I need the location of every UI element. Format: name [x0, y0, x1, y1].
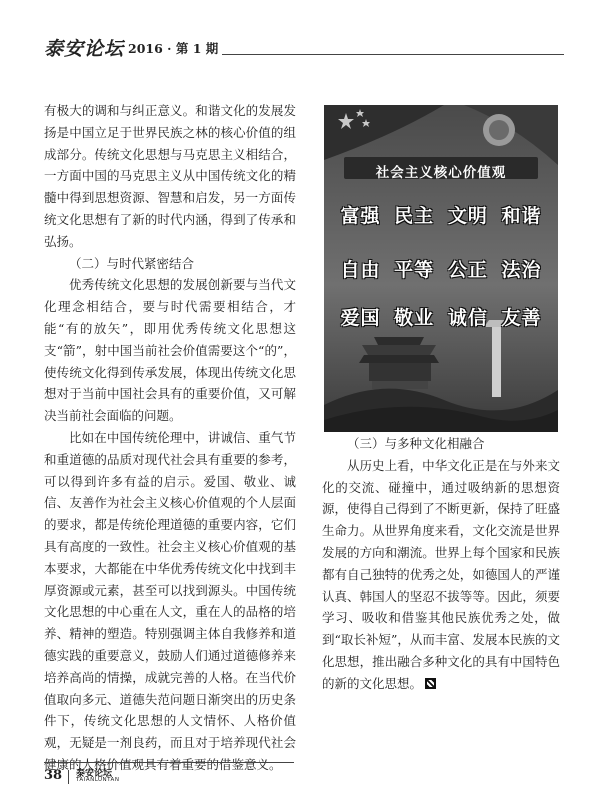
- page-header: [44, 30, 564, 70]
- poster-values-row-2: [332, 255, 550, 282]
- value-gongzheng: 公正: [447, 259, 488, 281]
- value-jingye: 敬业: [394, 307, 435, 329]
- issue-label: 2016 · 第 1 期: [128, 41, 219, 56]
- value-aiguo: 爱国: [340, 307, 381, 329]
- value-pingdeng: 平等: [394, 259, 435, 281]
- right-column: [322, 433, 560, 695]
- footer-rule: [44, 762, 294, 763]
- end-of-article-icon: [425, 678, 436, 689]
- value-minzhu: 民主: [394, 205, 435, 227]
- page-number: 38: [44, 768, 63, 783]
- poster-values-row-3: [332, 303, 550, 330]
- journal-logo: 泰安论坛: [44, 38, 125, 60]
- section-heading-2: （二）与时代紧密结合: [69, 255, 195, 271]
- value-chengxin: 诚信: [447, 307, 488, 329]
- header-rule: [222, 54, 564, 55]
- section-heading-3: （三）与多种文化相融合: [347, 436, 485, 451]
- footer-journal-name: 泰安论坛: [76, 769, 113, 779]
- value-fazhi: 法治: [501, 259, 542, 281]
- value-wenming: 文明: [447, 205, 488, 227]
- footer-divider: [68, 770, 69, 784]
- paragraph-4-text: 从历史上看，中华文化正是在与外来文化的交流、碰撞中，通过吸纳新的思想资源，使得自己得到了不断更新，保持了旺盛生命力。从世界角度来看，文化交流是世界发展的方向和潮流。世界上每个国家和民族都有自己独特的优秀之处，如德国人的严谨认真、韩国人的坚忍不拔等等。因此，须要学习、吸收和借鉴其他民族优秀之处，做到“取长补短”，从而丰富、发展本民族的文化思想，推出融合多种文化的具有中国特色的新的文化思想。: [322, 457, 560, 691]
- paragraph-4: [322, 455, 560, 695]
- poster-values-row-1: [332, 201, 550, 228]
- paragraph-1: 有极大的调和与纠正意义。和谐文化的发展发扬是中国立足于世界民族之林的核心价值的组成部分。传统文化思想与马克思主义相结合，一方面中国的马克思主义从中国传统文化的精髓中得到思想资源、智慧和启发，另一方面传统文化思想有了新的时代内涵，得到了传承和弘扬。: [44, 103, 296, 249]
- value-fuqiang: 富强: [340, 205, 381, 227]
- footer-journal-name-en: TAIANLUNTAN: [76, 777, 120, 783]
- left-column: [44, 100, 296, 776]
- paragraph-3: 比如在中国传统伦理中，讲诚信、重气节和重道德的品质对现代社会具有重要的参考，可以得到许多有益的启示。爱国、敬业、诚信、友善作为社会主义核心价值观的个人层面的要求，都是传统伦理道德的重要内容，它们具有高度的一致性。社会主义核心价值观的基本要求，大都能在中华优秀传统文化中找到丰厚资源或元素，甚至可以找到源头。中国传统文化思想的中心重在人文，重在人的品格的培养、精神的塑造。特别强调主体自我修养和道德实践的重要意义，鼓励人们通过道德修养来培养高尚的情操，成就完善的人格。在当代价值取向多元、道德失范问题日渐突出的历史条件下，传统文化思想的人文情怀、人格价值观，无疑是一剂良药，而且对于培养现代社会健康的人格价值观具有着重要的借鉴意义。: [44, 429, 296, 772]
- page-footer: [44, 762, 304, 788]
- paragraph-2: 优秀传统文化思想的发展创新要与当代文化理念相结合，要与时代需要相结合，才能“有的放矢”，即用优秀传统文化思想这支“箭”，射中国当前社会价值需要这个“的”，使传统文化得到传承发展，体现出传统文化思想对于当前中国社会具有的重要价值，又可解决当前社会面临的问题。: [44, 277, 296, 424]
- core-values-poster: [324, 105, 558, 432]
- value-hexie: 和谐: [501, 205, 542, 227]
- poster-title: 社会主义核心价值观: [375, 165, 507, 181]
- value-ziyou: 自由: [340, 259, 381, 281]
- value-youshan: 友善: [501, 307, 542, 329]
